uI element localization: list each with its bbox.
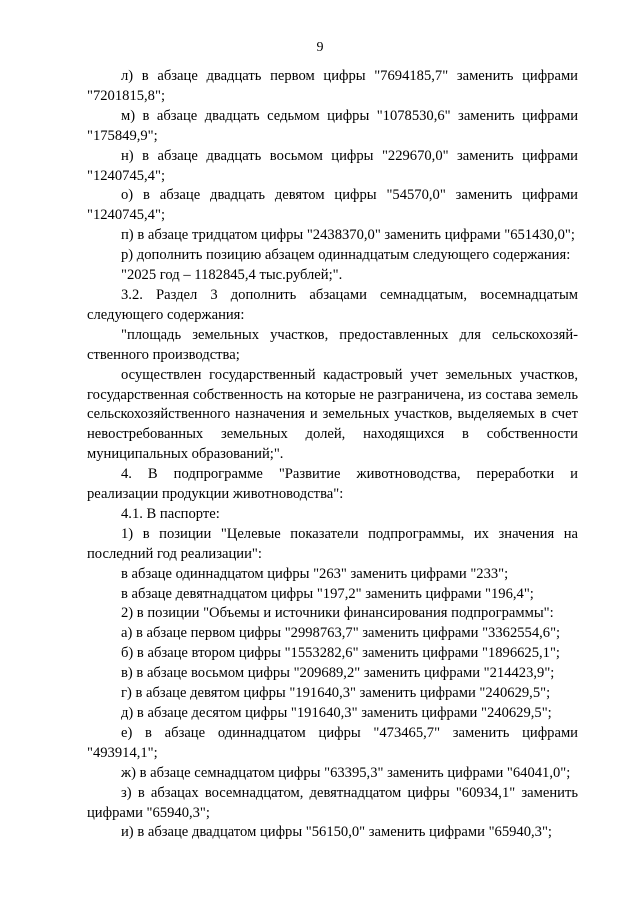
paragraph-v: в) в абзаце восьмом цифры "209689,2" заменить цифрами "214423,9";: [121, 665, 555, 682]
paragraph-4-1: 4.1. В паспорте:: [121, 505, 220, 522]
paragraph-1-targets: 1) в позиции "Целевые показатели подпрограммы, их значения на последний год реализации":: [87, 525, 578, 562]
page-number: 9: [316, 40, 324, 55]
paragraph-o: о) в абзаце двадцать девятом цифры "54570,0" заменить цифрами "1240745,4";: [87, 187, 578, 224]
paragraph-i: и) в абзаце двадцатом цифры "56150,0" заменить цифрами "65940,3";: [121, 824, 552, 841]
paragraph-targets-19: в абзаце девятнадцатом цифры "197,2" заменить цифрами "196,4";: [121, 585, 534, 602]
paragraph-e: е) в абзаце одиннадцатом цифры "473465,7" заменить цифрами "493914,1";: [87, 724, 578, 761]
paragraph-z: з) в абзацах восемнадцатом, девятнадцатом цифры "60934,1" заменить цифрами "65940,3";: [87, 784, 578, 821]
paragraph-b: б) в абзаце втором цифры "1553282,6" заменить цифрами "1896625,1";: [121, 645, 560, 662]
paragraph-n: н) в абзаце двадцать восьмом цифры "229670,0" заменить цифрами "1240745,4";: [87, 147, 578, 184]
paragraph-p: п) в абзаце тридцатом цифры "2438370,0" заменить цифрами "651430,0";: [121, 227, 575, 244]
paragraph-2025-quote: "2025 год – 1182845,4 тыс.рублей;".: [121, 267, 343, 284]
paragraph-d: д) в абзаце десятом цифры "191640,3" заменить цифрами "240629,5";: [121, 705, 552, 721]
paragraph-area-quote: "площадь земельных участков, предоставленных для сельскохозяй-ственного производства;: [87, 326, 578, 363]
paragraph-l: л) в абзаце двадцать первом цифры "7694185,7" заменить цифрами "7201815,8";: [87, 68, 578, 104]
paragraph-cadastral: осуществлен государственный кадастровый учет земельных участков, государственная собственность на которые не разграничена, из состава земель сельскохозяйственного назначения и земельных участков, выделяемых в счет невостребованных земельных долей, находящихся в собственности муниципальных образований;".: [87, 366, 578, 463]
paragraph-r: р) дополнить позицию абзацем одиннадцатым следующего содержания:: [121, 247, 571, 264]
document-body: [87, 67, 578, 843]
paragraph-4: 4. В подпрограмме "Развитие животноводства, переработки и реализации продукции животноводства":: [87, 466, 578, 503]
paragraph-targets-11: в абзаце одиннадцатом цифры "263" заменить цифрами "233";: [121, 565, 509, 582]
paragraph-a: а) в абзаце первом цифры "2998763,7" заменить цифрами "3362554,6";: [121, 625, 561, 642]
paragraph-zh: ж) в абзаце семнадцатом цифры "63395,3" заменить цифрами "64041,0";: [121, 764, 571, 781]
paragraph-3-2: 3.2. Раздел 3 дополнить абзацами семнадцатым, восемнадцатым следующего содержания:: [87, 286, 578, 323]
paragraph-m: м) в абзаце двадцать седьмом цифры "1078530,6" заменить цифрами "175849,9";: [87, 107, 578, 144]
paragraph-2-funding: 2) в позиции "Объемы и источники финансирования подпрограммы":: [121, 605, 554, 622]
paragraph-g: г) в абзаце девятом цифры "191640,3" заменить цифрами "240629,5";: [121, 685, 551, 702]
